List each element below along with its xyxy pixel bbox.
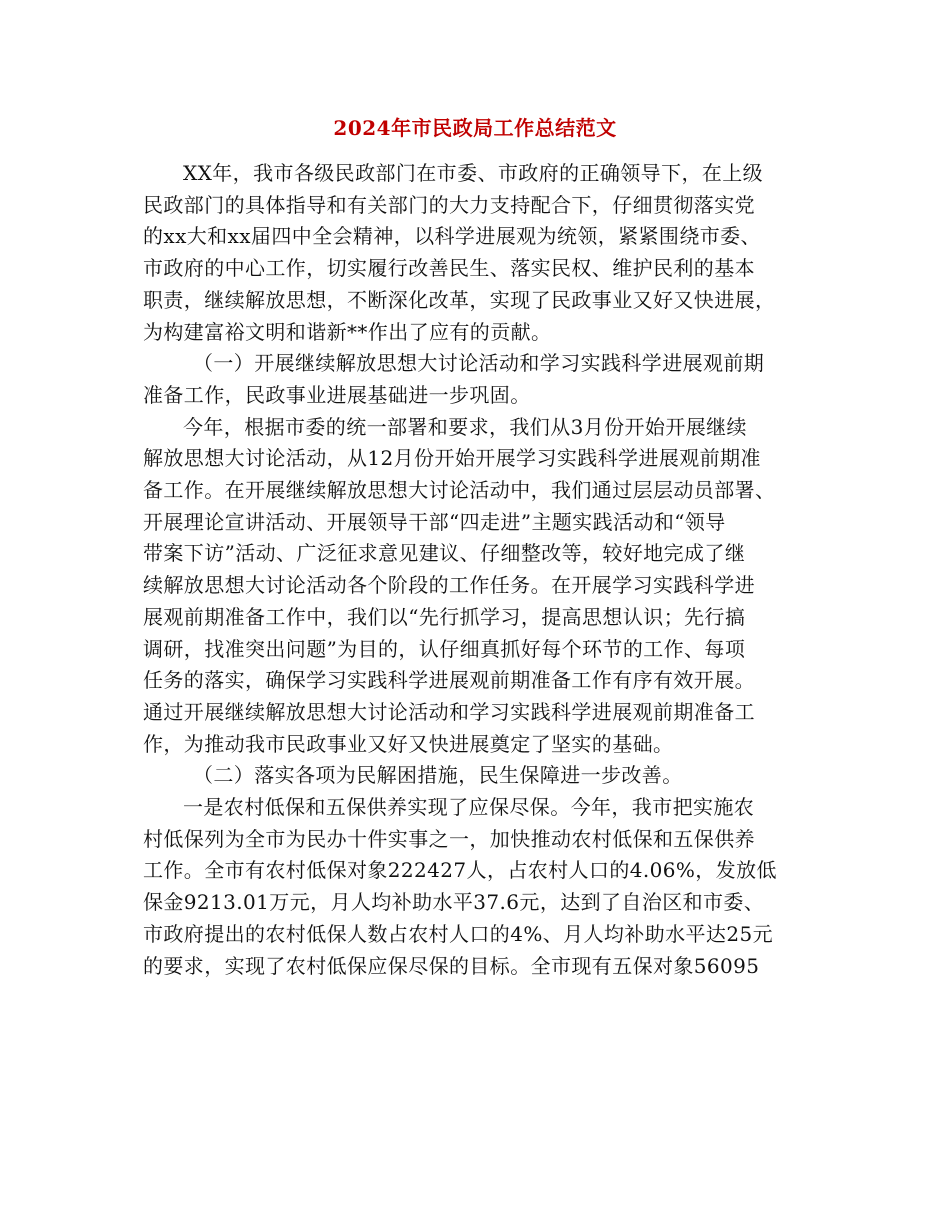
text-line: 今年，根据市委的统一部署和要求，我们从3月份开始开展继续: [183, 414, 747, 439]
text-line: 的xx大和xx届四中全会精神，以科学进展观为统领，紧紧围绕市委、: [143, 224, 761, 249]
text-line: 市政府提出的农村低保人数占农村人口的4%、月人均补助水平达25元: [143, 921, 773, 946]
text-line: 职责，继续解放思想，不断深化改革，实现了民政事业又好又快进展，: [143, 287, 776, 312]
text-line: 的要求，实现了农村低保应保尽保的目标。全市现有五保对象56095: [143, 953, 760, 978]
text-line: 备工作。在开展继续解放思想大讨论活动中，我们通过层层动员部署、: [143, 478, 776, 503]
document-title: 2024年市民政局工作总结范文: [333, 116, 617, 140]
text-line: 续解放思想大讨论活动各个阶段的工作任务。在开展学习实践科学进: [143, 573, 755, 598]
text-line: 村低保列为全市为民办十件实事之一，加快推动农村低保和五保供养: [143, 826, 755, 851]
text-line: 民政部门的具体指导和有关部门的大力支持配合下，仔细贯彻落实党: [143, 192, 755, 217]
text-line: 工作。全市有农村低保对象222427人，占农村人口的4.06%，发放低: [143, 858, 777, 883]
text-line: （一）开展继续解放思想大讨论活动和学习实践科学进展观前期: [193, 351, 765, 376]
text-line: 作，为推动我市民政事业又好又快进展奠定了坚实的基础。: [143, 731, 674, 756]
text-line: 保金9213.01万元，月人均补助水平37.6元，达到了自治区和市委、: [143, 890, 765, 915]
text-line: 一是农村低保和五保供养实现了应保尽保。今年，我市把实施农: [183, 795, 755, 820]
text-line: 开展理论宣讲活动、开展领导干部“四走进”主题实践活动和“领导: [143, 509, 726, 534]
text-line: 调研，找准突出问题”为目的，认仔细真抓好每个环节的工作、每项: [143, 636, 746, 661]
text-line: 任务的落实，确保学习实践科学进展观前期准备工作有序有效开展。: [143, 668, 755, 693]
text-line: （二）落实各项为民解困措施，民生保障进一步改善。: [193, 763, 683, 788]
text-line: XX年，我市各级民政部门在市委、市政府的正确领导下，在上级: [183, 161, 764, 185]
document-body: [143, 158, 808, 982]
section-heading-1: [143, 348, 808, 411]
text-line: 带案下访”活动、广泛征求意见建议、仔细整改等，较好地完成了继: [143, 541, 746, 566]
paragraph-intro: [143, 158, 808, 348]
text-line: 解放思想大讨论活动，从12月份开始开展学习实践科学进展观前期准: [143, 446, 761, 471]
text-line: 通过开展继续解放思想大讨论活动和学习实践科学进展观前期准备工: [143, 699, 755, 724]
paragraph-section-2: [143, 792, 808, 982]
text-line: 准备工作，民政事业进展基础进一步巩固。: [143, 382, 531, 407]
text-line: 市政府的中心工作，切实履行改善民生、落实民权、维护民利的基本: [143, 256, 755, 281]
text-line: 展观前期准备工作中，我们以“先行抓学习，提高思想认识；先行搞: [143, 604, 746, 629]
section-heading-2: [143, 760, 808, 792]
paragraph-section-1: [143, 412, 808, 761]
text-line: 为构建富裕文明和谐新**作出了应有的贡献。: [143, 319, 552, 344]
